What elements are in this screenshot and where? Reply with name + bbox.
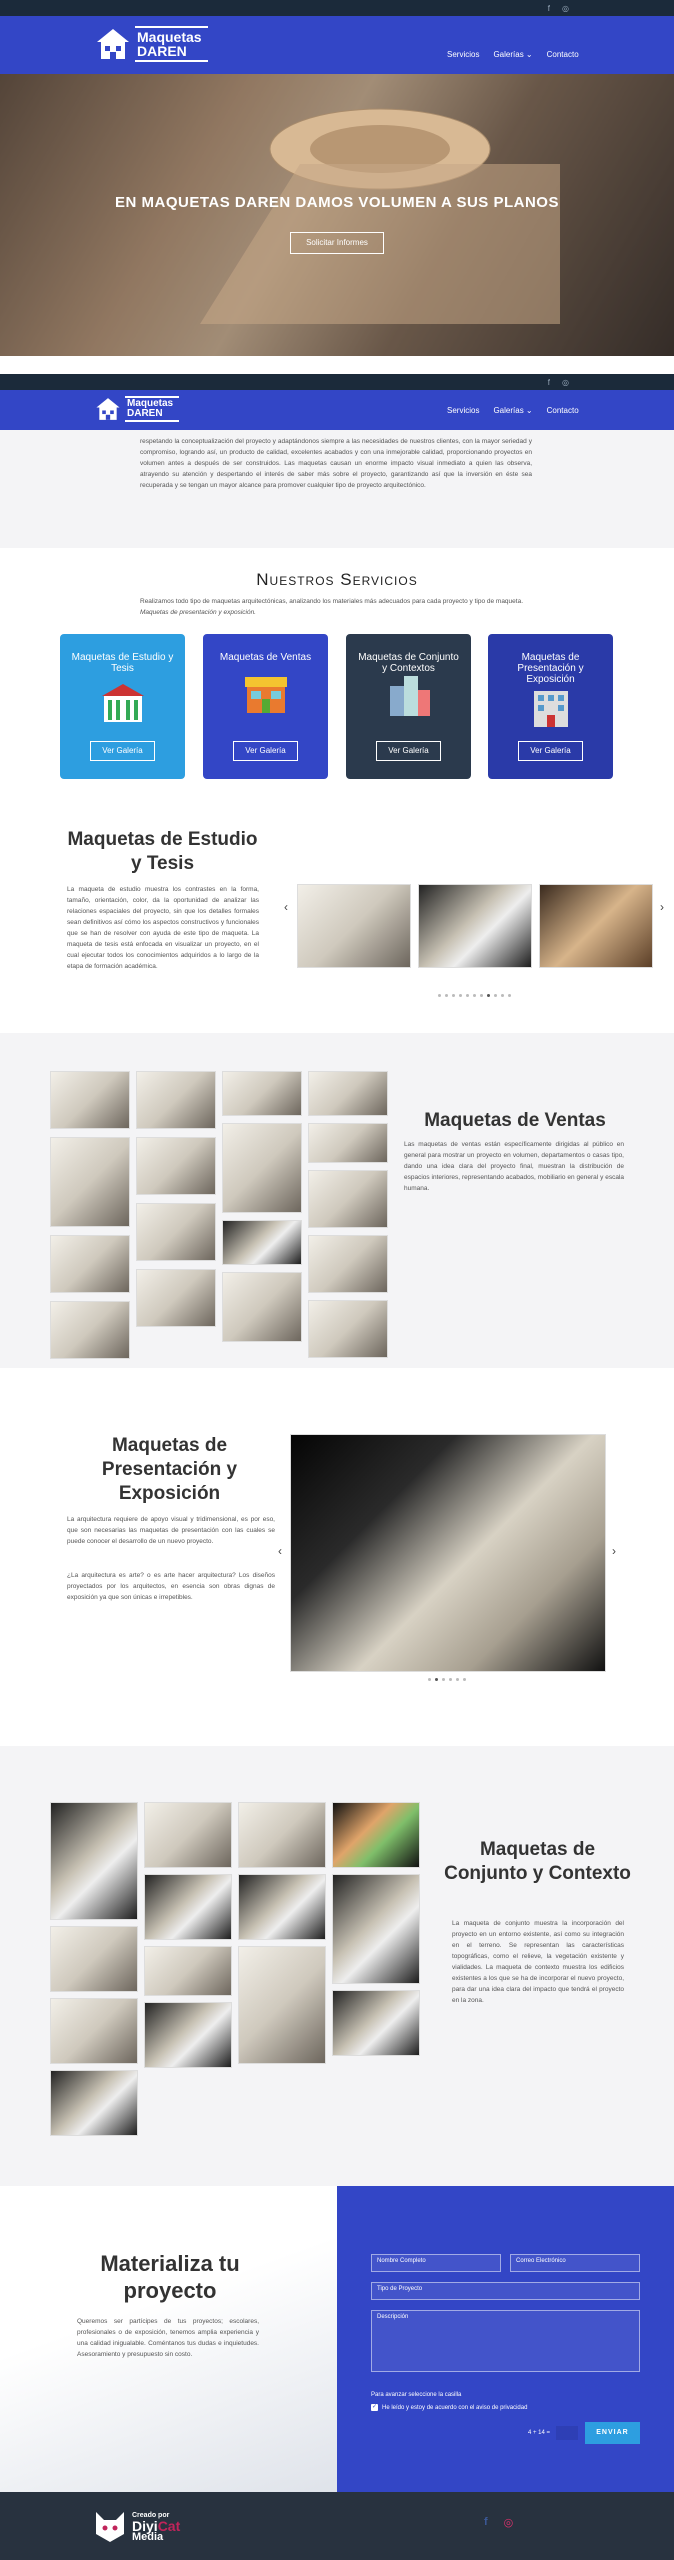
ventas-gallery-image[interactable] <box>308 1123 388 1163</box>
intro-section <box>0 430 674 548</box>
ventas-gallery-image[interactable] <box>136 1203 216 1261</box>
services-section <box>0 548 674 788</box>
contact-title: Materializa tu proyecto <box>100 2251 240 2303</box>
card-ventas-gallery-button[interactable]: Ver Galería <box>233 741 298 761</box>
conjunto-gallery-image[interactable] <box>50 2070 138 2136</box>
services-title: Nuestros Servicios <box>256 570 418 589</box>
conjunto-gallery-image[interactable] <box>238 1946 326 2064</box>
menu-item-servicios[interactable]: Servicios <box>447 406 480 415</box>
credit-line-3: Media <box>132 2530 164 2543</box>
credit-brand-2: Cat <box>157 2517 181 2534</box>
sticky-logo[interactable] <box>95 396 179 422</box>
conjunto-gallery-image[interactable] <box>144 2002 232 2068</box>
sticky-menu <box>447 406 579 415</box>
conjunto-gallery-image[interactable] <box>50 1802 138 1920</box>
estudio-title: Maquetas de Estudio y Tesis <box>67 829 258 874</box>
house-logo-icon <box>95 26 131 62</box>
ventas-gallery-image[interactable] <box>308 1170 388 1228</box>
request-info-button[interactable]: Solicitar Informes <box>290 232 384 254</box>
estudio-slide-image <box>297 884 411 968</box>
footer-social <box>484 2516 513 2529</box>
menu-item-contacto[interactable]: Contacto <box>546 406 579 415</box>
logo-line-2: DAREN <box>137 43 187 59</box>
captcha-input[interactable] <box>556 2426 578 2440</box>
conjunto-gallery-image[interactable] <box>332 1802 420 1868</box>
card-conjunto-gallery-button[interactable]: Ver Galería <box>376 741 441 761</box>
instagram-icon[interactable]: ◎ <box>562 377 569 387</box>
site-logo[interactable] <box>95 26 208 62</box>
card-ventas-title: Maquetas de Ventas <box>219 652 312 663</box>
ventas-gallery-image[interactable] <box>136 1071 216 1129</box>
conjunto-gallery-image[interactable] <box>332 1874 420 1984</box>
presentacion-title: Maquetas de Presentación y Exposición <box>101 1435 238 1504</box>
presentacion-text-2: ¿La arquitectura es arte? o es arte hacer arquitectura? Los diseños proyectados por los arquitectos, en esencia son obras dignas de exposición ya que son únicas e irrepetibles. <box>67 1572 275 1601</box>
sticky-header <box>0 390 674 430</box>
instagram-icon[interactable]: ◎ <box>562 3 569 13</box>
store-icon <box>241 671 291 716</box>
footer <box>0 2492 674 2560</box>
card-estudio-title: Maquetas de Estudio y Tesis <box>71 652 174 674</box>
ventas-gallery-image[interactable] <box>308 1235 388 1293</box>
conjunto-gallery-image[interactable] <box>144 1946 232 1996</box>
credit-line-1: Creado por <box>132 2511 170 2519</box>
conjunto-gallery-image[interactable] <box>50 1998 138 2064</box>
presentacion-text-1: La arquitectura requiere de apoyo visual y tridimensional, es por eso, que son necesarias las maquetas de presentación con las cuales se puede conocer el desarrollo de un nuevo proyecto. <box>67 1516 275 1545</box>
contact-text: Queremos ser partícipes de tus proyectos; escolares, profesionales o de exposición, tenemos amplia experiencia y una calidad inigualable. Coméntanos tus dudas e inquietudes. Asesoramiento y presupuesto sin costo. <box>77 2318 259 2358</box>
services-text: Realizamos todo tipo de maquetas arquitectónicas, analizando los materiales más adecuados para cada proyecto y tipo de maqueta. Maquetas de presentación y exposición. <box>140 598 524 616</box>
conjunto-title: Maquetas de Conjunto y Contexto <box>444 1839 631 1884</box>
ventas-gallery-image[interactable] <box>136 1137 216 1195</box>
ventas-section <box>0 1033 674 1368</box>
conjunto-gallery-image[interactable] <box>144 1874 232 1940</box>
carousel-dots[interactable] <box>438 994 511 997</box>
chevron-down-icon: ⌄ <box>525 406 533 415</box>
conjunto-gallery-image[interactable] <box>144 1802 232 1868</box>
card-conjunto <box>346 634 471 779</box>
menu-item-contacto[interactable]: Contacto <box>546 50 579 59</box>
logo-line-1: Maquetas <box>137 29 202 45</box>
buildings-icon <box>384 674 434 719</box>
logo-line-1: Maquetas <box>127 398 174 409</box>
diyicat-credit[interactable] <box>92 2508 180 2544</box>
cat-logo-icon <box>92 2508 128 2544</box>
estudio-slide-image <box>418 884 532 968</box>
privacy-label: He leído y estoy de acuerdo con el aviso de privacidad <box>382 2404 528 2411</box>
conjunto-gallery-image[interactable] <box>238 1874 326 1940</box>
ventas-gallery-image[interactable] <box>222 1071 302 1116</box>
card-estudio-gallery-button[interactable]: Ver Galería <box>90 741 155 761</box>
ventas-gallery-image[interactable] <box>222 1272 302 1342</box>
ventas-gallery-image[interactable] <box>308 1300 388 1358</box>
logo-line-2: DAREN <box>127 408 163 419</box>
card-conjunto-title: Maquetas de Conjunto y Contextos <box>358 652 459 674</box>
send-button[interactable]: ENVIAR <box>585 2422 640 2444</box>
email-input[interactable]: Correo Electrónico <box>510 2254 640 2272</box>
card-presentacion-title: Maquetas de Presentación y Exposición <box>517 652 584 685</box>
conjunto-text: La maqueta de conjunto muestra la incorporación del proyecto en un entorno existente, así como su integración en el terreno. Se representan las características topográficas, como el relieve, la vegetación existente y vialidades. La maqueta de contexto muestra los edificios existentes a los que se ha de incorporar el nuevo proyecto, para dar una idea clara del impacto que tendrá el proyecto en la zona. <box>452 1920 624 2004</box>
ventas-gallery-image[interactable] <box>308 1071 388 1116</box>
description-textarea[interactable]: Descripción <box>371 2310 640 2372</box>
carousel-prev-icon[interactable]: ‹ <box>284 900 288 914</box>
checkbox-checked-icon: ✓ <box>371 2404 378 2410</box>
hero-banner <box>0 74 674 356</box>
top-bar <box>0 0 674 16</box>
ventas-gallery-image[interactable] <box>50 1235 130 1293</box>
conjunto-gallery-image[interactable] <box>238 1802 326 1868</box>
carousel-dots[interactable] <box>428 1678 466 1681</box>
hero-title: EN MAQUETAS DAREN DAMOS VOLUMEN A SUS PLANOS <box>115 194 559 211</box>
office-building-icon <box>526 685 576 730</box>
privacy-checkbox-row[interactable] <box>371 2404 527 2411</box>
carousel-next-icon[interactable]: › <box>612 1544 616 1558</box>
ventas-gallery-image[interactable] <box>50 1137 130 1227</box>
privacy-hint: Para avanzar seleccione la casilla <box>371 2392 462 2398</box>
conjunto-section <box>0 1746 674 2186</box>
name-input[interactable]: Nombre Completo <box>371 2254 501 2272</box>
ventas-title: Maquetas de Ventas <box>424 1110 606 1131</box>
intro-text: respetando la conceptualización del proyecto y adaptándonos siempre a las necesidades de nuestros clientes, con la mayor seriedad y compromiso, logrando así, un producto de calidad, excelentes acabados y con una inmejorable calidad, proporcionando proyectos en volumen antes a después de ser construidos. Las maquetas causan un enorme impacto visual inmediato a quien las observa, atrayendo su atención y despertando el interés de saber más sobre el proyecto, garantizando así que la inversión en éste sea recuperada y se tengan un mayor alcance para promover cualquier tipo de proyecto arquitectónico. <box>140 438 532 489</box>
conjunto-gallery-image[interactable] <box>50 1926 138 1992</box>
menu-item-galerias[interactable]: Galerías ⌄ <box>493 50 533 59</box>
estudio-section <box>0 788 674 1033</box>
captcha-label: 4 + 14 = <box>528 2430 551 2436</box>
instagram-icon[interactable]: ◎ <box>503 2517 514 2529</box>
ventas-text: Las maquetas de ventas están específicamente dirigidas al público en general para mostrar un proyecto en volumen, departamentos o casas tipo, dando una idea clara del proyecto final, muestran la distribución de espacios interiores, representando acabados, mobiliario en general y escala humana. <box>404 1141 624 1192</box>
main-menu <box>447 50 579 59</box>
presentacion-section <box>0 1368 674 1746</box>
ventas-gallery-image[interactable] <box>222 1220 302 1265</box>
ventas-gallery-image[interactable] <box>50 1071 130 1129</box>
house-logo-icon <box>95 396 121 422</box>
facebook-icon[interactable]: f <box>547 377 551 387</box>
ventas-gallery-image[interactable] <box>136 1269 216 1327</box>
carousel-prev-icon[interactable]: ‹ <box>278 1544 282 1558</box>
presentacion-slide-image <box>290 1434 606 1672</box>
sticky-top-bar <box>0 374 674 390</box>
carousel-next-icon[interactable]: › <box>660 900 664 914</box>
chevron-down-icon: ⌄ <box>525 50 533 59</box>
menu-item-galerias[interactable]: Galerías ⌄ <box>493 406 533 415</box>
credit-brand-1: Diyi <box>132 2517 158 2534</box>
contact-section <box>0 2186 674 2492</box>
estudio-text: La maqueta de estudio muestra los contrastes en la forma, tamaño, orientación, color, da la oportunidad de analizar las relaciones espaciales del proyecto, sin que los detalles formales sean definitivos así cómo los aspectos constructivos y funcionales que se han de resolver con ayuda de este tipo de maqueta. La maqueta de tesis está enfocada en visualizar un proyecto, en el cual ejecutar todos los conocimientos adquiridos a lo largo de la etapa de formación académica. <box>67 886 259 970</box>
ventas-gallery-image[interactable] <box>222 1123 302 1213</box>
ventas-gallery-image[interactable] <box>50 1301 130 1359</box>
menu-item-servicios[interactable]: Servicios <box>447 50 480 59</box>
card-presentacion-gallery-button[interactable]: Ver Galería <box>518 741 583 761</box>
facebook-icon[interactable]: f <box>547 3 551 13</box>
estudio-slide-image <box>539 884 653 968</box>
main-header <box>0 16 674 74</box>
project-type-input[interactable]: Tipo de Proyecto <box>371 2282 640 2300</box>
school-icon <box>98 682 148 727</box>
card-estudio <box>60 634 185 779</box>
card-ventas <box>203 634 328 779</box>
card-presentacion <box>488 634 613 779</box>
facebook-icon[interactable]: f <box>484 2516 488 2528</box>
conjunto-gallery-image[interactable] <box>332 1990 420 2056</box>
